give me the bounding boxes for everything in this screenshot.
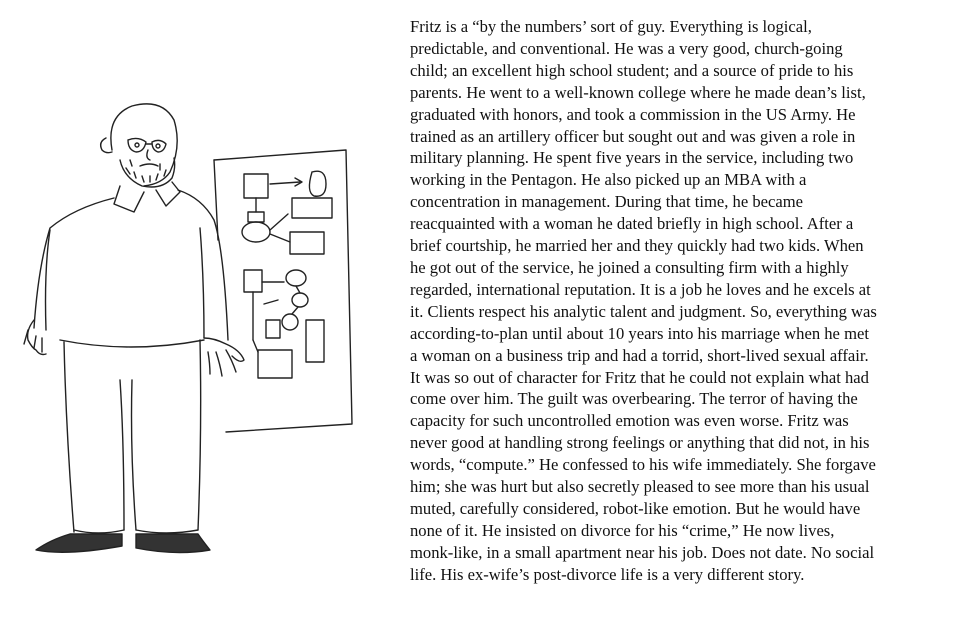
story-line: words, “compute.” He confessed to his wife immediately. She forgave bbox=[410, 455, 876, 475]
man-standing-sketch-icon bbox=[0, 0, 400, 624]
story-line: monk-like, in a small apartment near his job. Does not date. No social bbox=[410, 542, 875, 562]
story-line: none of it. He insisted on divorce for his “crime,” He now lives, bbox=[410, 520, 835, 540]
story-line: he got out of the service, he joined a consulting firm with a highly bbox=[410, 257, 849, 277]
story-line: muted, carefully considered, robot-like emotion. But he would have bbox=[410, 498, 861, 518]
illustration bbox=[0, 0, 400, 624]
story-line: regarded, international reputation. It is a job he loves and he excels at bbox=[410, 279, 871, 299]
story-text bbox=[410, 16, 950, 586]
story-line: concentration in management. During that time, he became bbox=[410, 192, 804, 212]
story-line: according-to-plan until about 10 years into his marriage when he met bbox=[410, 323, 869, 343]
story-line: a woman on a business trip and had a torrid, short-lived sexual affair. bbox=[410, 345, 869, 365]
story-line: working in the Pentagon. He also picked up an MBA with a bbox=[410, 170, 807, 190]
story-line: it. Clients respect his analytic talent and judgment. So, everything was bbox=[410, 301, 877, 321]
story-line: graduated with honors, and took a commission in the US Army. He bbox=[410, 104, 856, 124]
story-line: predictable, and conventional. He was a very good, church-going bbox=[410, 38, 843, 58]
story-line: trained as an artillery officer but sought out and was given a role in bbox=[410, 126, 856, 146]
story-line: military planning. He spent five years in the service, including two bbox=[410, 148, 854, 168]
story-line: capacity for such uncontrolled emotion was even worse. Fritz was bbox=[410, 411, 849, 431]
story-line: It was so out of character for Fritz that he could not explain what had bbox=[410, 367, 869, 387]
story-line: brief courtship, he married her and they quickly had two kids. When bbox=[410, 236, 864, 256]
story-line: come over him. The guilt was overbearing. The terror of having the bbox=[410, 389, 858, 409]
story-line: life. His ex-wife’s post-divorce life is a very different story. bbox=[410, 564, 805, 584]
story-line: Fritz is a “by the numbers’ sort of guy. Everything is logical, bbox=[410, 17, 812, 36]
story-line: reacquainted with a woman he dated briefly in high school. After a bbox=[410, 214, 854, 234]
story-line: child; an excellent high school student; and a source of pride to his bbox=[410, 60, 854, 80]
flowchart-board-sketch-icon bbox=[214, 150, 352, 432]
story-line: never good at handling strong feelings or anything that did not, in his bbox=[410, 433, 870, 453]
story-line: him; she was hurt but also secretly pleased to see more than his usual bbox=[410, 477, 870, 497]
story-line: parents. He went to a well-known college where he made dean’s list, bbox=[410, 82, 866, 102]
